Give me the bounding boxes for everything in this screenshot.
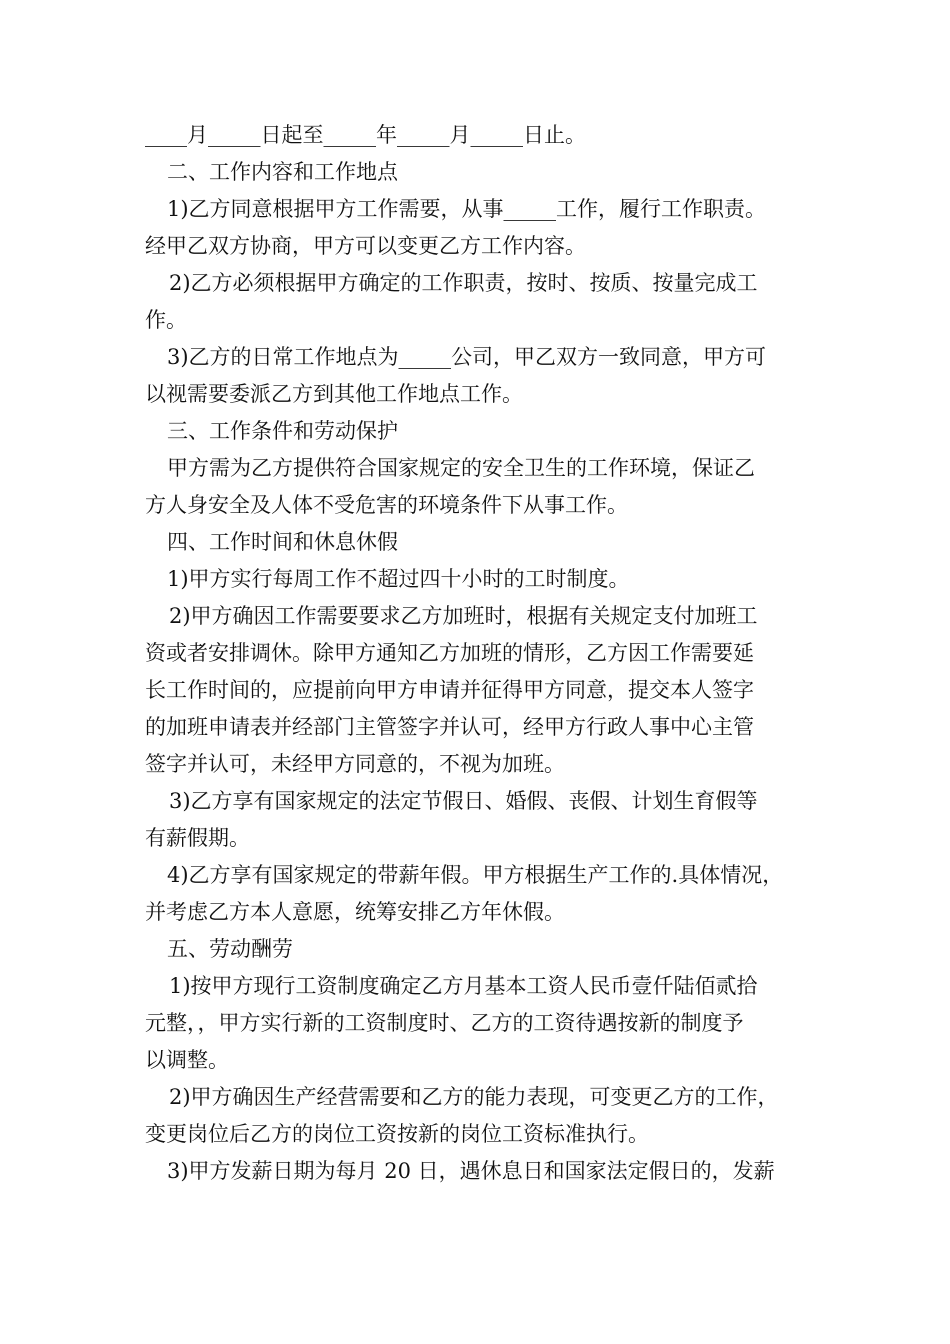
paragraph-line: 2)甲方确因生产经营需要和乙方的能力表现，可变更乙方的工作， (169, 1085, 779, 1109)
paragraph-line: 经甲乙双方协商，甲方可以变更乙方工作内容。 (145, 234, 586, 258)
paragraph-line: 1)乙方同意根据甲方工作需要，从事_____工作，履行工作职责。 (167, 197, 767, 221)
section-heading-work-conditions: 三、工作条件和劳动保护 (167, 419, 398, 443)
paragraph-line: 4)乙方享有国家规定的带薪年假。甲方根据生产工作的.具体情况， (167, 863, 784, 887)
paragraph-line: 资或者安排调休。除甲方通知乙方加班的情形，乙方因工作需要延 (145, 641, 754, 665)
paragraph-line: 1)按甲方现行工资制度确定乙方月基本工资人民币壹仟陆佰贰拾 (169, 974, 758, 998)
paragraph-line: 3)乙方的日常工作地点为_____公司，甲乙双方一致同意，甲方可 (167, 345, 767, 369)
paragraph-line: 签字并认可，未经甲方同意的，不视为加班。 (145, 752, 565, 776)
section-heading-work-content: 二、工作内容和工作地点 (167, 160, 398, 184)
paragraph-line: 1)甲方实行每周工作不超过四十小时的工时制度。 (167, 567, 630, 591)
paragraph-line: 以视需要委派乙方到其他工作地点工作。 (145, 382, 523, 406)
paragraph-line: 有薪假期。 (145, 826, 250, 850)
paragraph-line: 并考虑乙方本人意愿，统筹安排乙方年休假。 (145, 900, 565, 924)
paragraph-line: 长工作时间的，应提前向甲方申请并征得甲方同意，提交本人签字 (145, 678, 754, 702)
paragraph-line: 2)甲方确因工作需要要求乙方加班时，根据有关规定支付加班工 (169, 604, 758, 628)
paragraph-line: 2)乙方必须根据甲方确定的工作职责，按时、按质、按量完成工 (169, 271, 758, 295)
paragraph-line: 3)乙方享有国家规定的法定节假日、婚假、丧假、计划生育假等 (169, 789, 758, 813)
paragraph-line: 的加班申请表并经部门主管签字并认可，经甲方行政人事中心主管 (145, 715, 754, 739)
term-end-date-line: ____月_____日起至_____年_____月_____日止。 (145, 123, 586, 147)
document-page (145, 0, 825, 1190)
paragraph-line: 元整，，甲方实行新的工资制度时、乙方的工资待遇按新的制度予 (145, 1011, 744, 1035)
section-heading-remuneration: 五、劳动酬劳 (167, 937, 293, 961)
paragraph-line: 甲方需为乙方提供符合国家规定的安全卫生的工作环境，保证乙 (167, 456, 755, 480)
paragraph-line: 作。 (145, 308, 187, 332)
section-heading-work-hours: 四、工作时间和休息休假 (167, 530, 398, 554)
paragraph-line: 以调整。 (145, 1048, 229, 1072)
paragraph-line: 3)甲方发薪日期为每月 20 日，遇休息日和国家法定假日的，发薪 (167, 1159, 775, 1183)
paragraph-line: 方人身安全及人体不受危害的环境条件下从事工作。 (145, 493, 628, 517)
paragraph-line: 变更岗位后乙方的岗位工资按新的岗位工资标准执行。 (145, 1122, 649, 1146)
